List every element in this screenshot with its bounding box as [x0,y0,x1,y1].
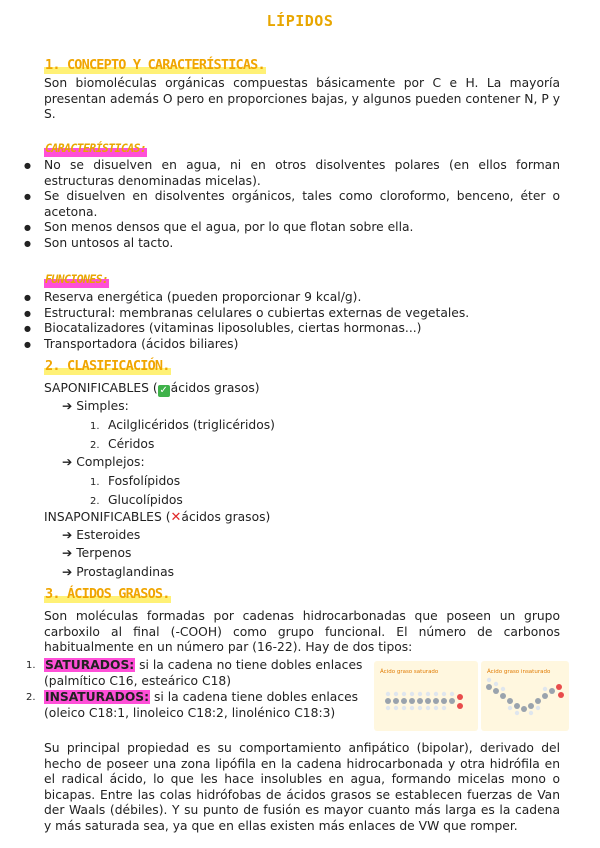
caracteristicas-list [44,158,560,252]
complejos-line [62,455,145,471]
arrow-right-icon: ➔ [62,546,73,560]
page-title: LÍPIDOS [266,12,334,30]
insaponificables-line [44,510,270,526]
molecule-chain [385,692,463,710]
fatty-acid-types [26,658,366,721]
list-item: ● Son menos densos que el agua, por lo que flotan sobre ella. [44,220,560,236]
funciones-list [44,290,560,352]
cross-icon: ✕ [170,510,182,525]
insap-item-label: Esteroides [76,528,141,542]
section-2-heading: 2. CLASIFICACIÓN. [45,358,170,374]
list-number: 2. [26,692,36,704]
caracteristicas-heading: CARACTERÍSTICAS: [45,141,147,155]
molecule-chain [486,678,564,715]
simples-item-label: Acilglicéridos (triglicéridos) [108,418,275,432]
list-item: ● Transportadora (ácidos biliares) [44,337,560,353]
list-number: 2. [90,496,100,507]
list-item: ● Estructural: membranas celulares o cubiertas externas de vegetales. [44,306,560,322]
simples-item-2 [90,437,154,454]
saponificables-label: SAPONIFICABLES [44,381,149,395]
complejos-item-label: Fosfolípidos [108,474,181,488]
funciones-heading: FUNCIONES: [45,272,109,286]
insaponificables-paren: ácidos grasos) [181,510,271,524]
insap-item-1 [62,528,140,544]
insaponificables-label: INSAPONIFICABLES [44,510,162,524]
section-1-heading: 1. CONCEPTO Y CARACTERÍSTICAS. [45,57,265,73]
list-item: ● Son untosos al tacto. [44,236,560,252]
insap-item-3 [62,565,174,581]
simples-label: Simples: [76,399,129,413]
section-3-heading: 3. ÁCIDOS GRASOS. [45,586,170,602]
saponificables-paren: ácidos grasos) [170,381,260,395]
insaturados-text: si la cadena tiene dobles enlaces (oleico C18:1, linoleico C18:2, linolénico C18:3) [44,690,359,720]
simples-item-label: Céridos [108,437,155,451]
complejos-item-2 [90,493,183,510]
check-icon: ✓ [159,385,168,396]
list-number: 1. [26,660,36,671]
list-item: ● Biocatalizadores (vitaminas liposolubles, ciertas hormonas...) [44,321,560,337]
saturados-label: SATURADOS: [45,658,135,672]
insap-item-label: Prostaglandinas [76,565,175,579]
list-item: ● Se disuelven en disolventes orgánicos, tales como cloroformo, benceno, éter o acetona. [44,189,560,220]
saturated-fatty-acid-image [374,661,478,731]
insap-item-label: Terpenos [76,546,132,560]
section-3-closing: Su principal propiedad es su comportamiento anfipático (bipolar), derivado del hecho de poseer una zona lipófila en la cadena hidrocarbonada y otra hidrófila en el radical ácido, lo que les hace insolubles en agua, formando micelas mono o bicapas. Entre las colas hidrófobas de ácidos grasos se establecen fuerzas de Van der Waals (débiles). Y su punto de fusión es mayor cuanto más larga es la cadena y más saturada sea, ya que en ellas existen más enlaces de VW que romper. [44,741,560,833]
complejos-item-label: Glucolípidos [108,493,183,507]
insap-item-2 [62,546,131,562]
list-item [26,658,366,689]
arrow-right-icon: ➔ [62,455,73,469]
image-caption: Ácido graso saturado [380,669,439,675]
insaturados-label: INSATURADOS: [45,690,150,705]
arrow-right-icon: ➔ [62,399,73,413]
image-caption: Ácido graso insaturado [487,669,551,675]
saturados-text: si la cadena no tiene dobles enlaces (palmítico C16, esteárico C18) [44,658,363,688]
complejos-label: Complejos: [76,455,145,469]
list-item [26,690,366,721]
complejos-item-1 [90,474,180,491]
saponificables-line [44,381,260,397]
arrow-right-icon: ➔ [62,528,73,542]
simples-line [62,399,129,415]
paren-open: ( [152,381,158,395]
simples-item-1 [90,418,275,435]
list-number: 1. [90,477,100,488]
list-number: 1. [90,421,100,432]
section-1-intro: Son biomoléculas orgánicas compuestas básicamente por C e H. La mayoría presentan además O pero en proporciones bajas, y algunos pueden contener N, P y S. [44,76,560,122]
list-number: 2. [90,440,100,451]
list-item: ● Reserva energética (pueden proporcionar 9 kcal/g). [44,290,560,306]
arrow-right-icon: ➔ [62,565,73,579]
list-item: ● No se disuelven en agua, ni en otros disolventes polares (en ellos forman estructuras denominadas micelas). [44,158,560,189]
paren-open: ( [165,510,171,524]
unsaturated-fatty-acid-image [481,661,569,731]
section-3-intro: Son moléculas formadas por cadenas hidrocarbonadas que poseen un grupo carboxilo al final (-COOH) como grupo funcional. El número de carbonos habitualmente en un número par (16-22). Hay de dos tipos: [44,609,560,655]
